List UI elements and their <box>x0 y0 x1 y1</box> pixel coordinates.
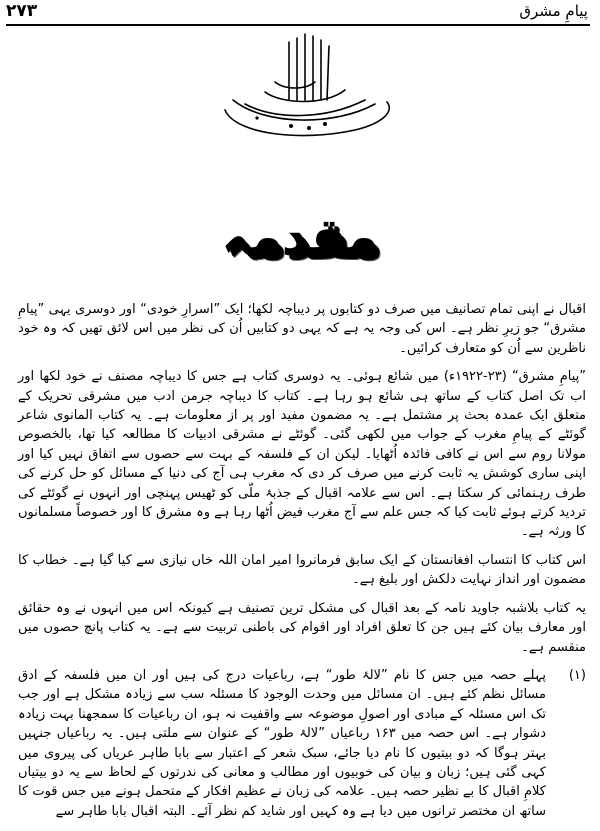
chapter-title-block <box>0 208 600 278</box>
list-marker: (۱) <box>568 667 586 683</box>
running-title: پیامِ مشرق <box>519 2 588 20</box>
paragraph-4: یہ کتاب بلاشبہ جاوید نامہ کے بعد اقبال کی مشکل ترین تصنیف ہے کیونکہ اس میں انہوں نے وہ حقائق اور معارف بیان کئے ہیں جن کا تعلق افراد اور اقوام کی باطنی تربیت سے ہے۔ یہ کتاب پانچ حصوں میں منقسم ہے۔ <box>18 600 586 655</box>
chapter-title: مقدمہ <box>221 208 379 266</box>
paragraph-3: اس کتاب کا انتساب افغانستان کے ایک سابق فرمانروا امیر امان اللہ خاں نیازی سے کیا گیا ہے۔ خطاب کا مضمون اور انداز نہایت دلکش اور بلیغ ہے۔ <box>18 552 586 588</box>
bismillah-calligraphy-icon <box>205 30 405 145</box>
list-item-text: پہلے حصہ میں جس کا نام ”لالۂ طور“ ہے، رباعیات درج کی ہیں اور ان میں فلسفہ کے ادق مسائل نظم کئے ہیں۔ ان مسائل میں وحدت الوجود کا مسئلہ سب سے زیادہ مشکل ہے اور جب تک اس مسئلہ کے مبادی اور اصولِ موضوعہ سے واقفیت نہ ہو، ان رباعیات کا سمجھنا بہت زیادہ دشوار ہے۔ اس حصہ میں ۱۶۳ رباعیاں ”لالۂ طور“ کے عنوان سے ملتی ہیں۔ یہ رباعیاں جنہیں بہتر ہوگا کہ دو بیتیوں کا نام دیا جائے، سبک شعر کے اعتبار سے بابا طاہر عریاں کی پیروی میں کہی گئی ہیں؛ زبان و بیان کی خوبیوں اور مطالب و معانی کی ندرتوں کے لحاظ سے یہ دو بیتیاں کلامِ اقبال کا بے نظیر حصہ ہیں۔ علامہ کی زبان نے عظیم افکار کے متحمل ہونے میں جس قوت کا ساتھ ان مختصر ترانوں میں دیا ہے وہ کہیں اور شاید کم نظر آئے۔ البتہ اقبال بابا طاہر سے <box>18 667 546 819</box>
paragraph-1: اقبال نے اپنی تمام تصانیف میں صرف دو کتابوں پر دیباچہ لکھا؛ ایک ”اسرارِ خودی“ اور دوسری یہی ”پیامِ مشرق“ جو زیرِ نظر ہے۔ اس کی وجہ یہ ہے کہ یہی دو کتابیں اُن کی نظر میں اس لائق تھیں کہ وہ خود ناظرین سے اُن کو متعارف کرائیں۔ <box>18 302 586 356</box>
page-number: ۲۷۳ <box>6 1 38 21</box>
body-text <box>18 300 586 821</box>
paragraph-2: ”پیامِ مشرق“ (۲۳-۱۹۲۲ء) میں شائع ہوئی۔ یہ دوسری کتاب ہے جس کا دیباچہ مصنف نے خود لکھا اور اب تک اصل کتاب کے ساتھ ہی شائع ہو رہا ہے۔ کتاب کا دیباچہ جرمن ادب میں مشرقی تحریک کے متعلق ایک عمدہ بحث پر مشتمل ہے۔ یہ مضمون مفید اور پر از معلومات ہے۔ یہ کتاب المانوی شاعر گوئٹے کے پیامِ مغرب کے جواب میں لکھی گئی۔ گوئٹے نے مشرقی ادبیات کا مطالعہ کیا تھا، بالخصوص مولانا روم سے اس نے کافی فائدہ اُٹھایا۔ لیکن ان کے فلسفہ کے بہت سے حصوں سے اتفاق نہیں کیا اور اپنی ساری کوشش یہ ثابت کرنے میں صرف کر دی کہ مغرب ہی آج کی دنیا کے مسائل کو حل کرنے کی طرف رہنمائی کر سکتا ہے۔ اس سے علامہ اقبال کے جذبۂ ملّی کو ٹھیس پہنچی اور انہوں نے گوئٹے کی تردید کرتے ہوئے ثابت کیا کہ جس علم سے آج مغرب فیض اُٹھا رہا ہے وہ مشرق کا اور خصوصاً مسلمانوں کا ورثہ ہے۔ <box>18 369 586 540</box>
page-header <box>6 2 590 26</box>
list-item <box>18 666 586 821</box>
